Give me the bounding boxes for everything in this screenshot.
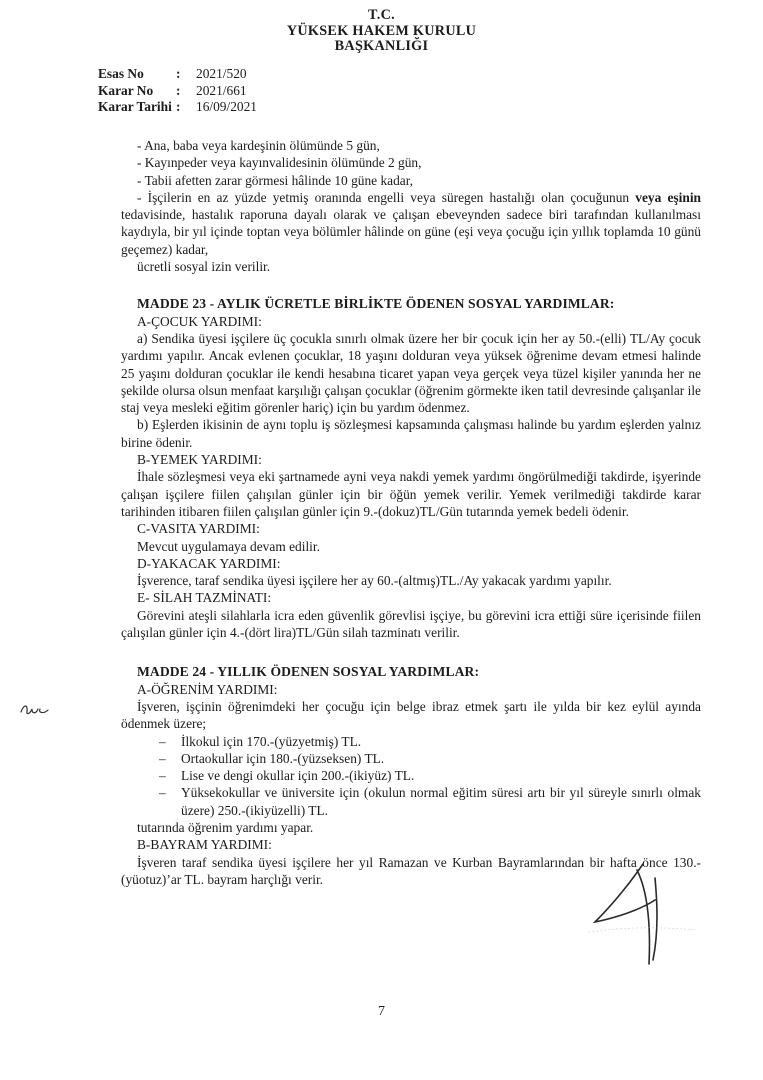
meta-colon: : <box>176 82 181 98</box>
header-line-institution: YÜKSEK HAKEM KURULU <box>286 22 477 39</box>
paragraph: a) Sendika üyesi işçilere üç çocukla sınırlı olmak üzere her bir çocuk için her ay 50.-(elli) TL/Ay çocuk yardımı yapılır. Ancak evlenen çocuklar, 18 yaşını dolduran veya yüksek öğrenime devam etmesi halinde 25 yaşını dolduran çocuklar ile kendi hesabına ticaret yapan veya gerçek veya tüzel kişiler yanında her ne şekilde olursa olsun menfaat karşılığı çalışan çocuklar (öğrenim görmekte iken tatil devresinde çalışanlar ile staj veya mesleki eğitim görenler hariç) için bu yardım ödenmez. <box>121 330 701 416</box>
leave-item-text: - İşçilerin en az yüzde yetmiş oranında engelli veya süregen hastalığı olan çocuğunun <box>137 189 636 205</box>
meta-row-karar-tarihi <box>98 99 257 116</box>
meta-label: Esas No <box>98 66 144 81</box>
list-item: – İlkokul için 170.-(yüzyetmiş) TL. <box>159 733 701 750</box>
leave-item: - Kayınpeder veya kayınvalidesinin ölümünde 2 gün, <box>137 155 422 171</box>
meta-value: 2021/520 <box>196 66 247 81</box>
meta-colon: : <box>176 66 181 81</box>
paragraph: İşveren, işçinin öğrenimdeki her çocuğu için belge ibraz etmek şartı ile yılda bir kez eylül ayında ödenmek üzere; <box>121 698 701 732</box>
section-title: D-YAKACAK YARDIMI: <box>137 555 281 571</box>
meta-value: 2021/661 <box>196 82 247 98</box>
leave-item <box>121 189 701 258</box>
page-number: 7 <box>378 1004 385 1019</box>
section-title: A-ÖĞRENİM YARDIMI: <box>137 681 278 697</box>
leave-item-bold: veya eşinin <box>635 189 701 205</box>
header-line-tc: T.C. <box>368 7 395 23</box>
meta-value: 16/09/2021 <box>196 99 258 115</box>
paragraph: İhale sözleşmesi veya eki şartnamede ayni veya nakdi yemek yardımı öngörülmediği takdirde, işyerinde çalışan işçilere fiilen çalışılan günler için bir öğün yemek verilir. Yemek verilmediği takdirde karar tarihinden itibaren fiilen çalışılan günler için 9.-(dokuz)TL/Gün tutarında yemek bedeli ödenir. <box>121 469 701 519</box>
section-title: C-VASITA YARDIMI: <box>137 521 260 537</box>
header-line-department: BAŞKANLIĞI <box>334 38 429 54</box>
list-item: – Ortaokullar için 180.-(yüzseksen) TL. <box>159 750 701 767</box>
list-item: – Lise ve dengi okullar için 200.-(ikiyüz) TL. <box>159 767 701 784</box>
leave-closing: ücretli sosyal izin verilir. <box>137 259 271 275</box>
case-meta <box>98 66 257 116</box>
meta-row-esas <box>98 66 257 83</box>
handwritten-initial-mark <box>18 700 54 718</box>
section-title: E- SİLAH TAZMİNATI: <box>137 590 272 606</box>
section-title: B-BAYRAM YARDIMI: <box>137 837 272 853</box>
leave-item: - Tabii afetten zarar görmesi hâlinde 10 güne kadar, <box>137 172 414 188</box>
leave-item-text: tedavisinde, hastalık raporuna dayalı olarak ve çalışan ebeveynden sadece biri tarafından kullanılması kaydıyla, bir yıl içinde toptan veya bölümler hâlinde on güne (eşi veya çocuğu için yıllık toplamda 10 günü geçemez) kadar, <box>121 207 701 257</box>
meta-colon: : <box>176 99 181 115</box>
meta-label: Karar No <box>98 82 154 98</box>
paragraph: Görevini ateşli silahlarla icra eden güvenlik görevlisi işçiye, bu görevini icra ettiği süre içerisinde fiilen çalışılan günler için 4.-(dört lira)TL/Gün silah tazminatı verilir. <box>121 607 701 641</box>
paragraph: b) Eşlerden ikisinin de aynı toplu iş sözleşmesi kapsamında çalışması halinde bu yardım eşlerden yalnız birine ödenir. <box>121 417 701 450</box>
paragraph: tutarında öğrenim yardımı yapar. <box>137 819 314 835</box>
meta-row-karar <box>98 83 257 100</box>
document-body <box>121 137 701 888</box>
document-header <box>0 8 763 55</box>
section-title: A-ÇOCUK YARDIMI: <box>137 313 262 329</box>
signature-mark <box>585 860 705 970</box>
list-item: – Yüksekokullar ve üniversite için (okulun normal eğitim süresi artı bir yıl süreyle sınırlı olmak üzere) 250.-(ikiyüzelli) TL. <box>159 784 701 819</box>
section-title: B-YEMEK YARDIMI: <box>137 452 262 468</box>
article-24-title: MADDE 24 - YILLIK ÖDENEN SOSYAL YARDIMLAR: <box>137 664 480 680</box>
meta-label: Karar Tarihi <box>98 99 172 115</box>
paragraph: Mevcut uygulamaya devam edilir. <box>137 538 320 554</box>
paragraph: İşverence, taraf sendika üyesi işçilere her ay 60.-(altmış)TL./Ay yakacak yardımı yapılır. <box>137 573 612 589</box>
leave-item: - Ana, baba veya kardeşinin ölümünde 5 gün, <box>137 138 380 153</box>
article-23-title: MADDE 23 - AYLIK ÜCRETLE BİRLİKTE ÖDENEN SOSYAL YARDIMLAR: <box>137 296 615 312</box>
paragraph: İşveren taraf sendika üyesi işçilere her yıl Ramazan ve Kurban Bayramlarından bir hafta önce 130.-(yüotuz)’ar TL. bayram harçlığı verir. <box>121 854 701 887</box>
education-list <box>121 733 701 819</box>
